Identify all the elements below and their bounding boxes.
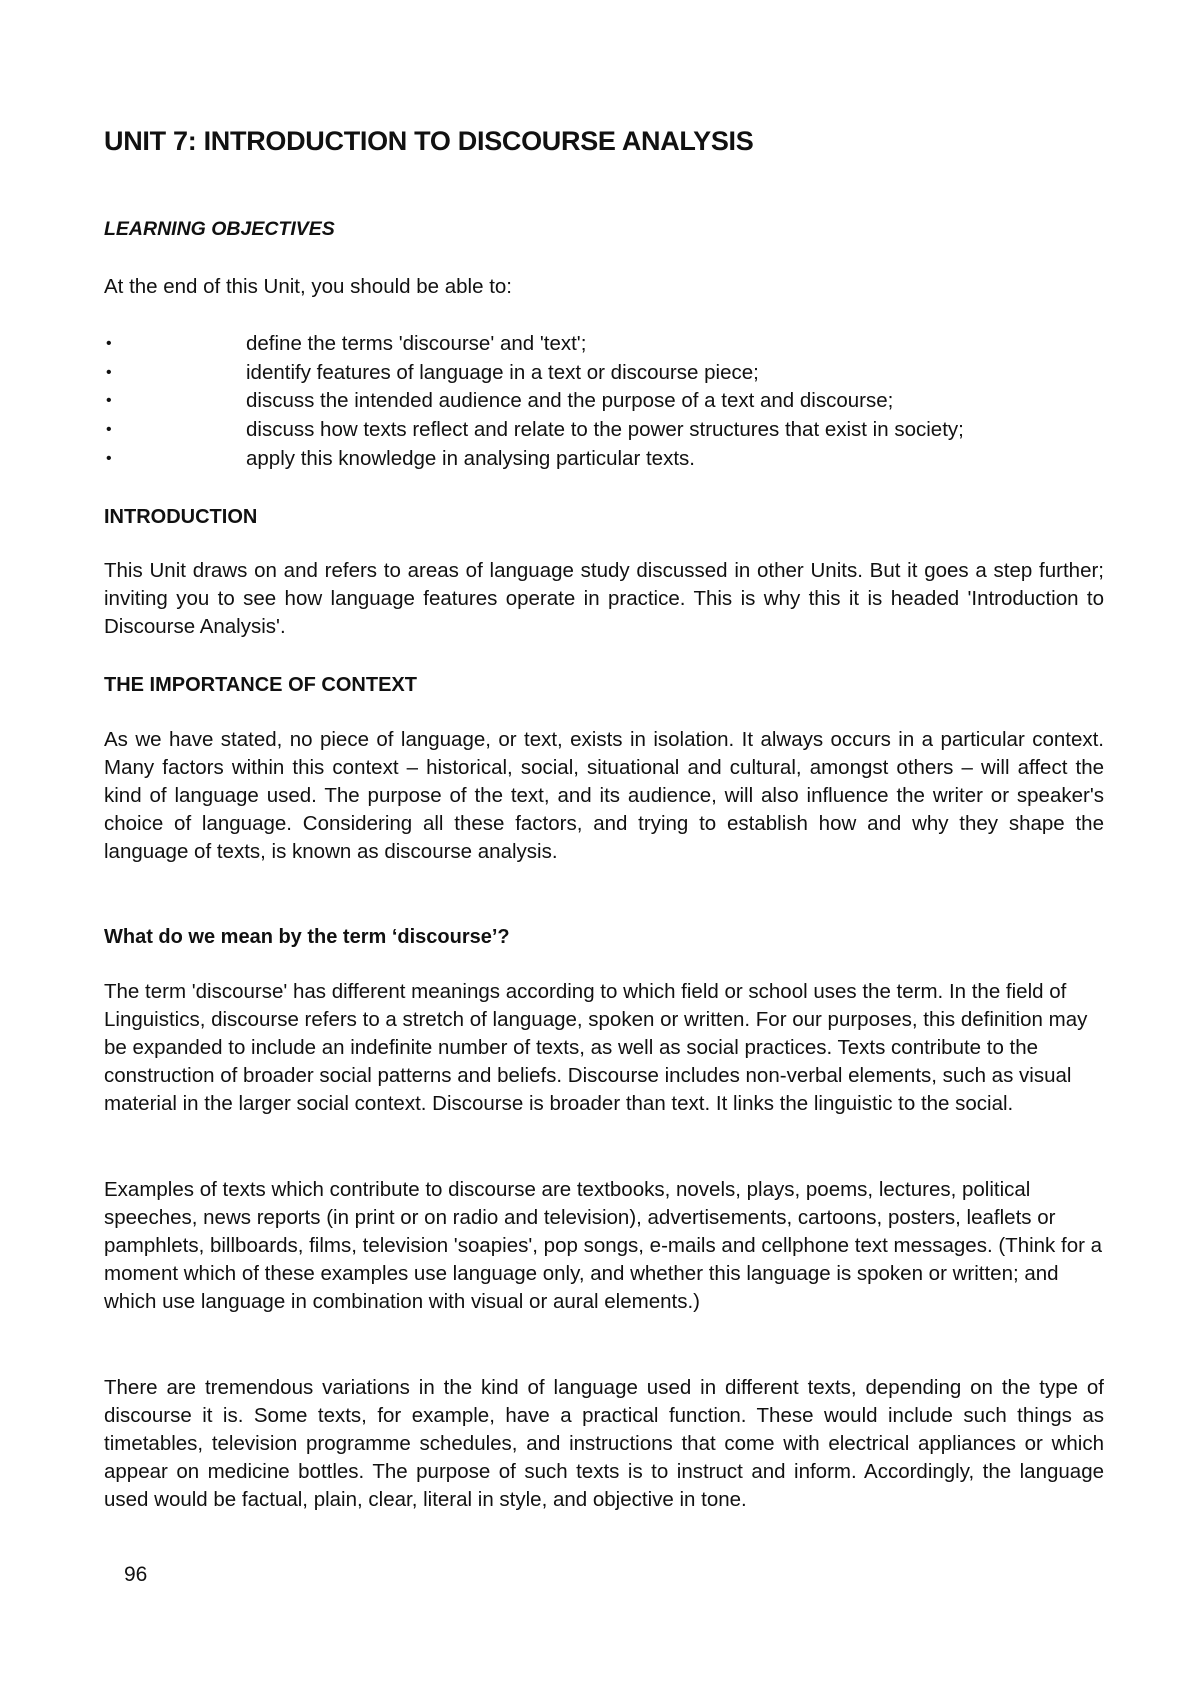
objective-text: identify features of language in a text or discourse piece; <box>246 360 759 384</box>
objectives-intro: At the end of this Unit, you should be able to: <box>104 275 512 298</box>
bullet-icon: • <box>106 421 112 439</box>
bullet-icon: • <box>106 392 112 410</box>
discourse-heading: What do we mean by the term ‘discourse’? <box>104 926 510 948</box>
objective-item <box>104 359 1104 388</box>
objective-text: discuss the intended audience and the purpose of a text and discourse; <box>246 389 894 413</box>
objective-item <box>104 445 1104 474</box>
objective-item <box>104 416 1104 445</box>
page-number: 96 <box>124 1563 148 1586</box>
discourse-paragraph-3: There are tremendous variations in the kind of language used in different texts, depending on the type of discourse it is. Some texts, for example, have a practical function. These would include such things as timetables, television programme schedules, and instructions that come with electrical appliances or which appear on medicine bottles. The purpose of such texts is to instruct and inform. Accordingly, the language used would be factual, plain, clear, literal in style, and objective in tone. <box>104 1376 1104 1511</box>
learning-objectives-heading: LEARNING OBJECTIVES <box>104 218 335 240</box>
context-paragraph: As we have stated, no piece of language, or text, exists in isolation. It always occurs in a particular context. Many factors within this context – historical, social, situational and cultural, amongst others – will affect the kind of language used. The purpose of the text, and its audience, will also influence the writer or speaker's choice of language. Considering all these factors, and trying to establish how and why they shape the language of texts, is known as discourse analysis. <box>104 728 1104 863</box>
discourse-paragraph-1: The term 'discourse' has different meanings according to which field or school uses the term. In the field of Linguistics, discourse refers to a stretch of language, spoken or written. For our purposes, this definition may be expanded to include an indefinite number of texts, as well as social practices. Texts contribute to the construction of broader social patterns and beliefs. Discourse includes non-verbal elements, such as visual material in the larger social context. Discourse is broader than text. It links the linguistic to the social. <box>104 980 1088 1115</box>
objective-text: discuss how texts reflect and relate to the power structures that exist in society; <box>246 418 964 442</box>
unit-title: UNIT 7: INTRODUCTION TO DISCOURSE ANALYSIS <box>104 126 754 156</box>
bullet-icon: • <box>106 363 112 381</box>
objective-item <box>104 330 1104 359</box>
context-heading: THE IMPORTANCE OF CONTEXT <box>104 674 417 696</box>
bullet-icon: • <box>106 335 112 352</box>
objective-text: define the terms 'discourse' and 'text'; <box>246 332 587 355</box>
introduction-paragraph: This Unit draws on and refers to areas of language study discussed in other Units. But it goes a step further; inviting you to see how language features operate in practice. This is why this it is headed 'Introduction to Discourse Analysis'. <box>104 559 1104 638</box>
introduction-heading: INTRODUCTION <box>104 506 258 528</box>
bullet-icon: • <box>106 449 112 467</box>
objective-item <box>104 387 1104 416</box>
objectives-list <box>104 330 1104 473</box>
discourse-paragraph-2: Examples of texts which contribute to discourse are textbooks, novels, plays, poems, lectures, political speeches, news reports (in print or on radio and television), advertisements, cartoons, posters, leaflets or pamphlets, billboards, films, television 'soapies', pop songs, e-mails and cellphone text messages. (Think for a moment which of these examples use language only, and whether this language is spoken or written; and which use language in combination with visual or aural elements.) <box>104 1178 1103 1313</box>
objective-text: apply this knowledge in analysing particular texts. <box>246 446 695 470</box>
